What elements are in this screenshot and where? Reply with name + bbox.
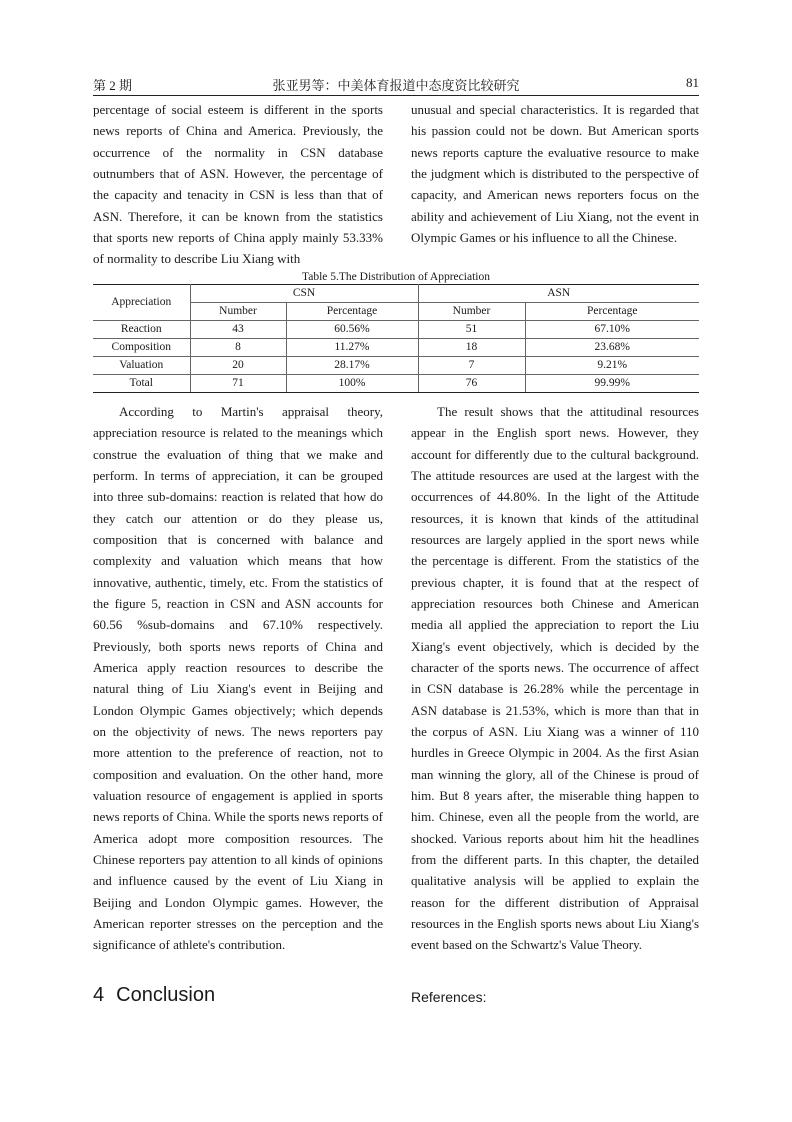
subheader-cell: Percentage xyxy=(286,303,418,321)
table-row xyxy=(93,357,699,375)
table-cell: 7 xyxy=(418,357,525,375)
section-title: Conclusion xyxy=(116,984,216,1006)
paragraph: unusual and special characteristics. It is regarded that his passion could not be down. But American sports news reports capture the evaluative resource to make the judgment which is distributed to the perspective of capacity, and American news reporters focus on the ability and achievement of Liu Xiang, not the event in Olympic Games or his influence to all the Chinese. xyxy=(411,102,699,245)
right-column-bottom xyxy=(411,401,699,956)
subheader-cell: Number xyxy=(190,303,286,321)
subheader-cell: Percentage xyxy=(525,303,699,321)
table-cell: 11.27% xyxy=(286,339,418,357)
paragraph: The result shows that the attitudinal resources appear in the English sport news. However, they account for differently due to the cultural background. The attitude resources are used at the largest with the occurrences of 44.80%. In the light of the Attitude resources, it is known that kinds of the attitudinal resources are largely applied in the sport news while the percentage is different. From the statistics of the previous chapter, it is found that at the respect of appreciation resources both Chinese and American media all applied the appreciation to report the Liu Xiang's event objectively, which is decided by the character of the sports news. The occurrence of affect in CSN database is 26.28% while the percentage in ASN database is 21.53%, which is more than that in the corpus of ASN. Liu Xiang was a winner of 110 hurdles in Greece Olympic in 2004. As the first Asian man winning the glory, all of the Chinese is proud of him. But 8 years after, the miserable thing happen to him. Chinese, even all the people from the world, are shocked. Various reports about him hit the headlines from the different parts. In this chapter, the detailed qualitative analysis will be applied to explain the reason for the different distribution of Appraisal resources in the English sports news about Liu Xiang's event based on the Schwartz's Value Theory. xyxy=(411,404,699,953)
group-header-asn: ASN xyxy=(418,285,699,303)
table-cell: 8 xyxy=(190,339,286,357)
table-cell: 28.17% xyxy=(286,357,418,375)
subheader-cell: Number xyxy=(418,303,525,321)
page-number: 81 xyxy=(686,75,699,90)
table-cell: 76 xyxy=(418,375,525,393)
group-header-csn: CSN xyxy=(190,285,418,303)
table-cell: 43 xyxy=(190,321,286,339)
table-caption: Table 5.The Distribution of Appreciation xyxy=(302,271,490,283)
appreciation-table xyxy=(93,284,699,393)
paragraph: According to Martin's appraisal theory, appreciation resource is related to the meanings which construe the evaluation of thing that we make and perform. In terms of appreciation, it can be grouped into three sub-domains: reaction is related that how do they catch our attention or do they please us, composition that is concerned with balance and complexity and valuation which means that how innovative, authentic, timely, etc. From the statistics of the figure 5, reaction in CSN and ASN accounts for 60.56 %sub-domains and 67.10% respectively. Previously, both sports news reports of China and America apply reaction resources to describe the natural thing of Liu Xiang's event in Beijing and London Olympic Games objectively; which depends on the objectivity of news. The news reporters pay more attention to the preference of reaction, not to composition and evaluation. On the other hand, more valuation resource of engagement is applied in sports news reports of China. While the sports news reports of America adopt more composition resources. The Chinese reporters pay attention to all kinds of opinions and influence caused by the event of Liu Xiang in Beijing and London Olympic games. However, the American reporter stresses on the perception and the significance of athlete's contribution. xyxy=(93,404,383,953)
table-cell: 18 xyxy=(418,339,525,357)
table-row xyxy=(93,339,699,357)
row-header-cell: Appreciation xyxy=(93,285,190,321)
row-label-cell: Composition xyxy=(93,339,190,357)
table-cell: 51 xyxy=(418,321,525,339)
table-cell: 23.68% xyxy=(525,339,699,357)
section-heading xyxy=(93,983,215,1007)
right-column-top xyxy=(411,99,699,248)
running-header xyxy=(93,75,699,95)
references-heading: References: xyxy=(411,989,487,1005)
row-label-cell: Valuation xyxy=(93,357,190,375)
left-column-bottom xyxy=(93,401,383,956)
table-cell: 67.10% xyxy=(525,321,699,339)
header-divider xyxy=(93,95,699,96)
running-title: 张亚男等：中美体育报道中态度资比较研究 xyxy=(272,78,520,93)
table-cell: 20 xyxy=(190,357,286,375)
left-column-top xyxy=(93,99,383,270)
table-cell: 9.21% xyxy=(525,357,699,375)
row-label-cell: Total xyxy=(93,375,190,393)
issue-label: 第 2 期 xyxy=(93,78,133,93)
table-header-row xyxy=(93,285,699,303)
section-number: 4 xyxy=(93,984,105,1006)
table-cell: 60.56% xyxy=(286,321,418,339)
paragraph: percentage of social esteem is different in the sports news reports of China and America. Previously, the occurrence of the normality in CSN database outnumbers that of ASN. However, the percentage of the capacity and tenacity in CSN is less than that of ASN. Therefore, it can be known from the statistics that sports new reports of China apply mainly 53.33% of normality to describe Liu Xiang with xyxy=(93,102,383,267)
row-label-cell: Reaction xyxy=(93,321,190,339)
table-cell: 100% xyxy=(286,375,418,393)
table-cell: 71 xyxy=(190,375,286,393)
table-row xyxy=(93,321,699,339)
table-cell: 99.99% xyxy=(525,375,699,393)
table-row-total xyxy=(93,375,699,393)
